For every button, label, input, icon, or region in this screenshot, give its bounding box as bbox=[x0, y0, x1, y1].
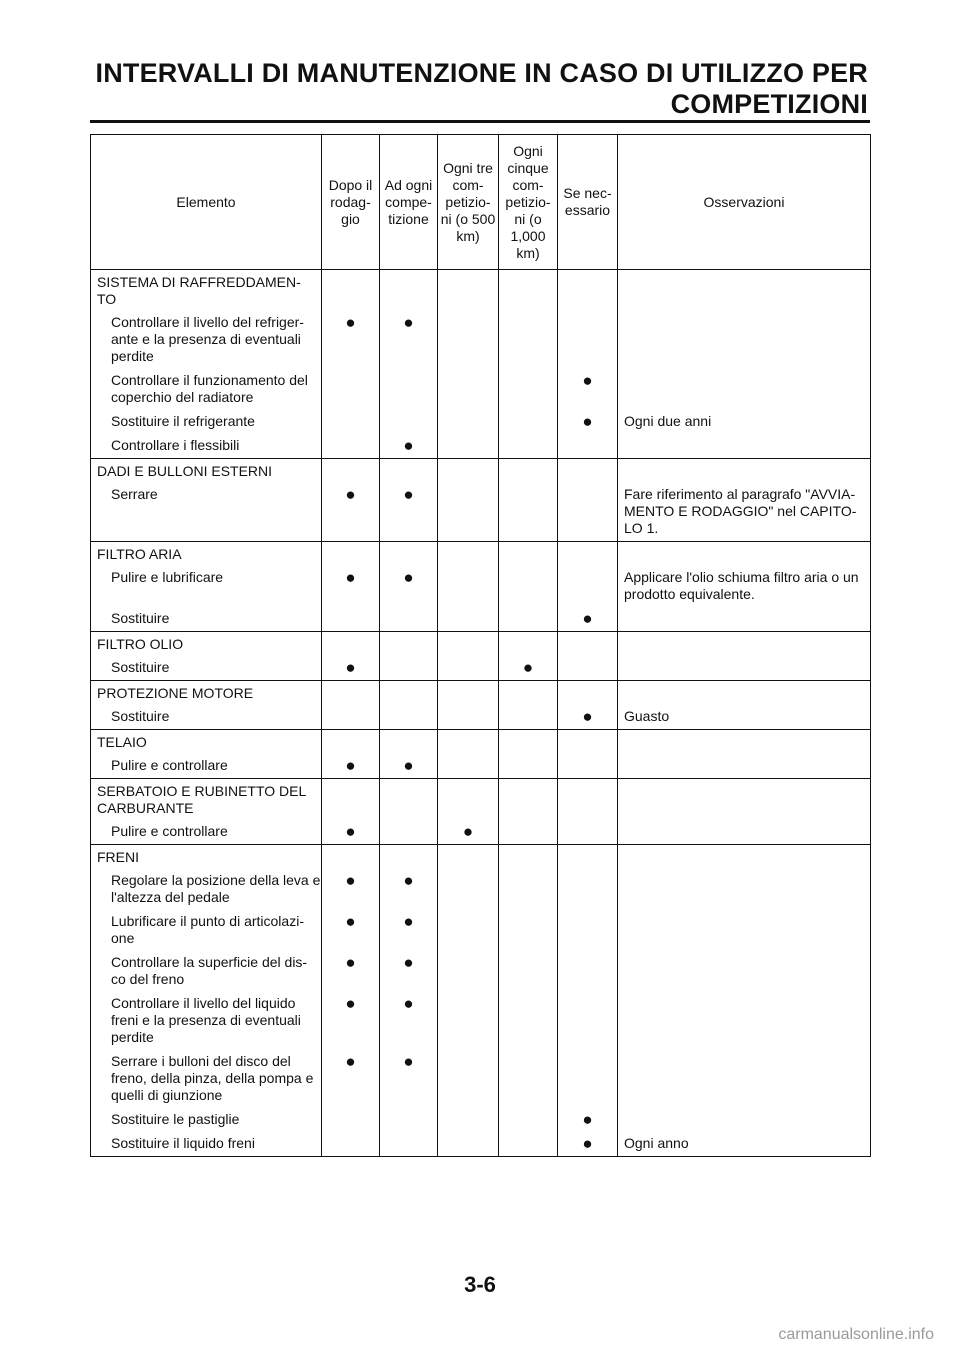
remark-text: Ogni anno bbox=[624, 1135, 689, 1151]
elemento-cell bbox=[91, 632, 322, 681]
interval-cell bbox=[499, 459, 558, 542]
remark-text bbox=[618, 369, 870, 410]
item-label: Controllare il livello del liquido freni e la presenza di eventuali perdite bbox=[111, 995, 301, 1045]
mark-slot bbox=[380, 656, 437, 680]
mark-slot bbox=[499, 910, 557, 951]
required-mark-icon: ● bbox=[582, 412, 593, 431]
mark-slot bbox=[438, 910, 498, 951]
mark-slot bbox=[438, 1050, 498, 1108]
required-mark-icon: ● bbox=[345, 822, 356, 841]
required-mark-icon: ● bbox=[403, 912, 414, 931]
osservazioni-cell bbox=[618, 270, 871, 459]
mark-slot bbox=[438, 754, 498, 778]
mark-slot bbox=[322, 566, 379, 607]
mark-slot bbox=[380, 705, 437, 729]
mark-slot bbox=[438, 369, 498, 410]
interval-cell bbox=[380, 779, 438, 845]
osservazioni-cell bbox=[618, 681, 871, 730]
mark-slot bbox=[380, 607, 437, 631]
required-mark-icon: ● bbox=[582, 1134, 593, 1153]
mark-slot bbox=[322, 311, 379, 369]
mark-slot bbox=[322, 483, 379, 541]
mark-slot bbox=[438, 820, 498, 844]
mark-slot bbox=[499, 607, 557, 631]
mark-slot bbox=[438, 705, 498, 729]
remark-text bbox=[618, 311, 870, 369]
mark-slot bbox=[438, 311, 498, 369]
table-row bbox=[91, 632, 871, 681]
interval-cell bbox=[499, 270, 558, 459]
mark-slot bbox=[499, 566, 557, 607]
mark-slot bbox=[558, 951, 617, 992]
item-label: Sostituire bbox=[111, 610, 170, 626]
mark-slot bbox=[322, 992, 379, 1050]
mark-slot bbox=[438, 656, 498, 680]
interval-cell bbox=[499, 632, 558, 681]
elemento-cell bbox=[91, 845, 322, 1157]
mark-slot bbox=[558, 705, 617, 729]
mark-slot bbox=[499, 992, 557, 1050]
interval-cell bbox=[558, 845, 618, 1157]
remark-text bbox=[618, 656, 870, 680]
item-label: Serrare bbox=[111, 486, 158, 502]
mark-slot bbox=[322, 820, 379, 844]
required-mark-icon: ● bbox=[403, 871, 414, 890]
interval-cell bbox=[322, 779, 380, 845]
interval-cell bbox=[499, 542, 558, 632]
col-header-ogni-tre-competizioni: Ogni tre com- petizio- ni (o 500 km) bbox=[438, 135, 499, 270]
interval-cell bbox=[558, 681, 618, 730]
table-row bbox=[91, 542, 871, 632]
interval-cell bbox=[558, 632, 618, 681]
table-row bbox=[91, 779, 871, 845]
required-mark-icon: ● bbox=[403, 485, 414, 504]
remark-text bbox=[618, 869, 870, 910]
mark-slot bbox=[558, 311, 617, 369]
required-mark-icon: ● bbox=[403, 313, 414, 332]
mark-slot bbox=[380, 434, 437, 458]
interval-cell bbox=[322, 632, 380, 681]
interval-cell bbox=[322, 845, 380, 1157]
required-mark-icon: ● bbox=[582, 707, 593, 726]
mark-slot bbox=[438, 992, 498, 1050]
mark-slot bbox=[499, 820, 557, 844]
mark-slot bbox=[558, 410, 617, 434]
interval-cell bbox=[438, 845, 499, 1157]
mark-slot bbox=[322, 951, 379, 992]
mark-slot bbox=[322, 410, 379, 434]
mark-slot bbox=[438, 410, 498, 434]
mark-slot bbox=[558, 369, 617, 410]
interval-cell bbox=[558, 459, 618, 542]
required-mark-icon: ● bbox=[403, 436, 414, 455]
mark-slot bbox=[499, 951, 557, 992]
mark-slot bbox=[438, 566, 498, 607]
interval-cell bbox=[558, 730, 618, 779]
required-mark-icon: ● bbox=[403, 568, 414, 587]
mark-slot bbox=[438, 1108, 498, 1132]
category-label: FRENI bbox=[97, 848, 139, 865]
interval-cell bbox=[380, 270, 438, 459]
mark-slot bbox=[322, 656, 379, 680]
mark-slot bbox=[322, 1108, 379, 1132]
category-label: FILTRO ARIA bbox=[97, 545, 182, 562]
interval-cell bbox=[438, 681, 499, 730]
mark-slot bbox=[499, 434, 557, 458]
item-label: Sostituire bbox=[111, 708, 170, 724]
mark-slot bbox=[558, 1132, 617, 1156]
item-label: Sostituire il liquido freni bbox=[111, 1135, 255, 1151]
interval-cell bbox=[380, 845, 438, 1157]
mark-slot bbox=[380, 992, 437, 1050]
required-mark-icon: ● bbox=[345, 756, 356, 775]
osservazioni-cell bbox=[618, 779, 871, 845]
col-header-elemento: Elemento bbox=[91, 135, 322, 270]
col-header-se-necessario: Se nec- essario bbox=[558, 135, 618, 270]
required-mark-icon: ● bbox=[462, 822, 474, 841]
osservazioni-cell bbox=[618, 632, 871, 681]
mark-slot bbox=[380, 410, 437, 434]
interval-cell bbox=[322, 270, 380, 459]
remark-text: Applicare l'olio schiuma filtro aria o un prodotto equivalente. bbox=[624, 569, 859, 602]
item-label: Sostituire bbox=[111, 659, 170, 675]
interval-cell bbox=[380, 681, 438, 730]
remark-text bbox=[618, 910, 870, 951]
required-mark-icon: ● bbox=[582, 609, 593, 628]
osservazioni-cell bbox=[618, 845, 871, 1157]
table-row bbox=[91, 459, 871, 542]
category-label: PROTEZIONE MOTORE bbox=[97, 684, 254, 701]
required-mark-icon: ● bbox=[345, 658, 356, 677]
page-title bbox=[96, 58, 869, 120]
watermark: carmanualsonline.info bbox=[778, 1326, 934, 1343]
category-label: SISTEMA DI RAFFREDDAMEN- TO bbox=[97, 273, 301, 307]
required-mark-icon: ● bbox=[345, 568, 356, 587]
category-label: TELAIO bbox=[97, 733, 147, 750]
item-label: Controllare la superficie del dis- co del freno bbox=[111, 954, 308, 987]
col-header-ogni-competizione: Ad ogni compe- tizione bbox=[380, 135, 438, 270]
mark-slot bbox=[499, 1108, 557, 1132]
interval-cell bbox=[558, 270, 618, 459]
mark-slot bbox=[322, 705, 379, 729]
required-mark-icon: ● bbox=[345, 871, 356, 890]
elemento-cell bbox=[91, 542, 322, 632]
item-label: Regolare la posizione della leva e l'altezza del pedale bbox=[111, 872, 321, 905]
mark-slot bbox=[499, 1050, 557, 1108]
mark-slot bbox=[558, 820, 617, 844]
elemento-cell bbox=[91, 459, 322, 542]
category-label: FILTRO OLIO bbox=[97, 635, 184, 652]
page-number: 3-6 bbox=[464, 1272, 496, 1297]
elemento-cell bbox=[91, 779, 322, 845]
required-mark-icon: ● bbox=[582, 1110, 593, 1129]
remark-text bbox=[618, 434, 870, 458]
remark-text bbox=[618, 992, 870, 1050]
mark-slot bbox=[380, 910, 437, 951]
page-title-line-1: INTERVALLI DI MANUTENZIONE IN CASO DI UTILIZZO PER bbox=[95, 58, 868, 88]
item-label: Pulire e controllare bbox=[111, 757, 228, 773]
mark-slot bbox=[380, 311, 437, 369]
table-row bbox=[91, 845, 871, 1157]
remark-text bbox=[618, 1050, 870, 1108]
mark-slot bbox=[438, 483, 498, 541]
interval-cell bbox=[380, 542, 438, 632]
mark-slot bbox=[558, 910, 617, 951]
required-mark-icon: ● bbox=[403, 994, 414, 1013]
mark-slot bbox=[380, 1108, 437, 1132]
mark-slot bbox=[380, 1050, 437, 1108]
required-mark-icon: ● bbox=[345, 485, 356, 504]
mark-slot bbox=[438, 1132, 498, 1156]
interval-cell bbox=[438, 270, 499, 459]
title-divider bbox=[90, 120, 870, 123]
mark-slot bbox=[322, 607, 379, 631]
category-label: DADI E BULLONI ESTERNI bbox=[97, 462, 273, 479]
col-header-ogni-cinque-competizioni: Ogni cinque com- petizio- ni (o 1,000 km) bbox=[499, 135, 558, 270]
mark-slot bbox=[380, 951, 437, 992]
elemento-cell bbox=[91, 730, 322, 779]
mark-slot bbox=[558, 566, 617, 607]
table-body bbox=[91, 270, 871, 1157]
interval-cell bbox=[558, 779, 618, 845]
mark-slot bbox=[380, 1132, 437, 1156]
page-title-line-2: COMPETIZIONI bbox=[670, 89, 868, 119]
osservazioni-cell bbox=[618, 459, 871, 542]
mark-slot bbox=[380, 754, 437, 778]
required-mark-icon: ● bbox=[345, 994, 356, 1013]
interval-cell bbox=[558, 542, 618, 632]
required-mark-icon: ● bbox=[522, 658, 534, 677]
mark-slot bbox=[558, 992, 617, 1050]
mark-slot bbox=[438, 951, 498, 992]
osservazioni-cell bbox=[618, 730, 871, 779]
mark-slot bbox=[322, 869, 379, 910]
mark-slot bbox=[380, 820, 437, 844]
remark-text bbox=[618, 754, 870, 778]
mark-slot bbox=[499, 656, 557, 680]
item-label: Serrare i bulloni del disco del freno, della pinza, della pompa e quelli di giunzione bbox=[111, 1053, 314, 1103]
table-header-row bbox=[91, 135, 871, 270]
table-row bbox=[91, 681, 871, 730]
required-mark-icon: ● bbox=[403, 1052, 414, 1071]
mark-slot bbox=[322, 1050, 379, 1108]
col-header-osservazioni: Osservazioni bbox=[618, 135, 871, 270]
interval-cell bbox=[322, 459, 380, 542]
interval-cell bbox=[322, 681, 380, 730]
required-mark-icon: ● bbox=[345, 912, 356, 931]
mark-slot bbox=[499, 705, 557, 729]
mark-slot bbox=[558, 656, 617, 680]
table-row bbox=[91, 730, 871, 779]
item-label: Sostituire il refrigerante bbox=[111, 413, 255, 429]
item-label: Controllare i flessibili bbox=[111, 437, 240, 453]
interval-cell bbox=[322, 542, 380, 632]
mark-slot bbox=[380, 369, 437, 410]
required-mark-icon: ● bbox=[403, 953, 414, 972]
mark-slot bbox=[380, 566, 437, 607]
interval-cell bbox=[380, 632, 438, 681]
table-row bbox=[91, 270, 871, 459]
col-header-dopo-rodaggio: Dopo il rodag- gio bbox=[322, 135, 380, 270]
interval-cell bbox=[380, 730, 438, 779]
interval-cell bbox=[438, 779, 499, 845]
item-label: Controllare il funzionamento del coperchio del radiatore bbox=[111, 372, 308, 405]
required-mark-icon: ● bbox=[345, 313, 356, 332]
mark-slot bbox=[322, 434, 379, 458]
required-mark-icon: ● bbox=[403, 756, 414, 775]
remark-text: Ogni due anni bbox=[624, 413, 712, 429]
mark-slot bbox=[558, 483, 617, 541]
mark-slot bbox=[499, 311, 557, 369]
mark-slot bbox=[322, 754, 379, 778]
item-label: Sostituire le pastiglie bbox=[111, 1111, 240, 1127]
interval-cell bbox=[322, 730, 380, 779]
remark-text bbox=[618, 820, 870, 844]
item-label: Pulire e lubrificare bbox=[111, 569, 224, 585]
interval-cell bbox=[438, 730, 499, 779]
required-mark-icon: ● bbox=[582, 371, 593, 390]
interval-cell bbox=[438, 542, 499, 632]
remark-text: Guasto bbox=[624, 708, 670, 724]
interval-cell bbox=[380, 459, 438, 542]
mark-slot bbox=[322, 369, 379, 410]
mark-slot bbox=[499, 369, 557, 410]
mark-slot bbox=[499, 869, 557, 910]
elemento-cell bbox=[91, 270, 322, 459]
mark-slot bbox=[558, 607, 617, 631]
remark-text bbox=[618, 951, 870, 992]
remark-text bbox=[618, 1108, 870, 1132]
mark-slot bbox=[558, 1108, 617, 1132]
remark-text: Fare riferimento al paragrafo "AVVIA- MENTO E RODAGGIO" nel CAPITO- LO 1. bbox=[624, 486, 857, 536]
mark-slot bbox=[438, 434, 498, 458]
mark-slot bbox=[438, 607, 498, 631]
interval-cell bbox=[499, 681, 558, 730]
remark-text bbox=[618, 607, 870, 631]
mark-slot bbox=[380, 869, 437, 910]
category-label: SERBATOIO E RUBINETTO DEL CARBURANTE bbox=[97, 782, 306, 816]
item-label: Controllare il livello del refriger- ante e la presenza di eventuali perdite bbox=[111, 314, 304, 364]
maintenance-table bbox=[90, 134, 871, 1157]
mark-slot bbox=[499, 1132, 557, 1156]
interval-cell bbox=[499, 779, 558, 845]
required-mark-icon: ● bbox=[345, 1052, 356, 1071]
mark-slot bbox=[499, 483, 557, 541]
osservazioni-cell bbox=[618, 542, 871, 632]
mark-slot bbox=[499, 410, 557, 434]
mark-slot bbox=[322, 910, 379, 951]
mark-slot bbox=[558, 1050, 617, 1108]
interval-cell bbox=[438, 632, 499, 681]
mark-slot bbox=[438, 869, 498, 910]
elemento-cell bbox=[91, 681, 322, 730]
mark-slot bbox=[322, 1132, 379, 1156]
required-mark-icon: ● bbox=[345, 953, 356, 972]
item-label: Pulire e controllare bbox=[111, 823, 228, 839]
mark-slot bbox=[499, 754, 557, 778]
mark-slot bbox=[380, 483, 437, 541]
mark-slot bbox=[558, 869, 617, 910]
interval-cell bbox=[499, 845, 558, 1157]
mark-slot bbox=[558, 754, 617, 778]
mark-slot bbox=[558, 434, 617, 458]
item-label: Lubrificare il punto di articolazi- one bbox=[111, 913, 304, 946]
interval-cell bbox=[499, 730, 558, 779]
interval-cell bbox=[438, 459, 499, 542]
